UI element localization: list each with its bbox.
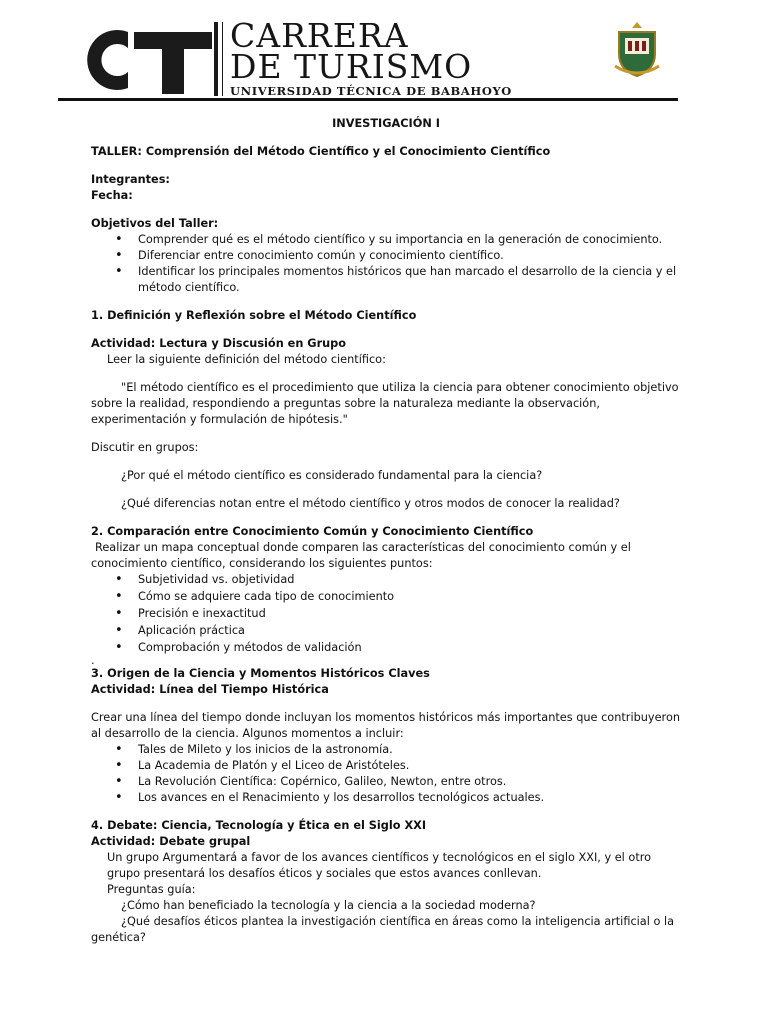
- objetivos-title: Objetivos del Taller:: [91, 217, 219, 230]
- list-item: • Los avances en el Renacimiento y los desarrollos tecnológicos actuales.: [91, 790, 681, 806]
- section1-question-2: ¿Qué diferencias notan entre el método científico y otros modos de conocer la realidad?: [121, 497, 620, 510]
- section2-dot: .: [91, 654, 95, 667]
- list-item: • Comprender qué es el método científico y su importancia en la generación de conocimiento.: [91, 232, 681, 248]
- section3-list: [91, 742, 681, 806]
- header-title-line2: DE TURISMO: [230, 47, 473, 86]
- section1-discuss: Discutir en grupos:: [91, 441, 199, 454]
- section3-intro: Crear una línea del tiempo donde incluyan los momentos históricos más importantes que contribuyeron al desarrollo de la ciencia. Algunos momentos a incluir:: [91, 711, 681, 740]
- section4-question-2: ¿Qué desafíos éticos plantea la investigación científica en áreas como la inteligencia artificial o la genética?: [91, 915, 675, 944]
- list-item: • Comprobación y métodos de validación: [91, 640, 681, 656]
- section3-title: 3. Origen de la Ciencia y Momentos Históricos Claves: [91, 667, 430, 680]
- section4-activity: Actividad: Debate grupal: [91, 835, 251, 848]
- ct-logo-text: CT: [68, 26, 70, 27]
- list-item: • Aplicación práctica: [91, 623, 681, 639]
- section4-question-1: ¿Cómo han beneficiado la tecnología y la ciencia a la sociedad moderna?: [121, 899, 536, 912]
- section1-question-1: ¿Por qué el método científico es considerado fundamental para la ciencia?: [121, 469, 543, 482]
- section4-guide: Preguntas guía:: [107, 883, 196, 896]
- section2-intro: Realizar un mapa conceptual donde comparen las características del conocimiento común y el conocimiento científico, considerando los siguientes puntos:: [91, 541, 631, 570]
- list-item: • Precisión e inexactitud: [91, 606, 681, 622]
- section2-list: [91, 572, 681, 656]
- list-item: • Cómo se adquiere cada tipo de conocimiento: [91, 589, 681, 605]
- section1-activity: Actividad: Lectura y Discusión en Grupo: [91, 337, 347, 350]
- list-item: • Subjetividad vs. objetividad: [91, 572, 681, 588]
- header-subtitle: UNIVERSIDAD TÉCNICA DE BABAHOYO: [230, 84, 512, 98]
- header-divider-thin: [222, 22, 223, 96]
- document-body: [91, 116, 681, 946]
- university-seal-icon: [611, 20, 663, 78]
- section4-intro: Un grupo Argumentará a favor de los avances científicos y tecnológicos en el siglo XXI, y el otro grupo presentará los desafíos éticos y sociales que estos avances conllevan.: [107, 851, 652, 880]
- section2-title: 2. Comparación entre Conocimiento Común y Conocimiento Científico: [91, 525, 534, 538]
- list-item: • La Academia de Platón y el Liceo de Aristóteles.: [91, 758, 681, 774]
- list-item: • Identificar los principales momentos históricos que han marcado el desarrollo de la ciencia y el método científico.: [91, 264, 681, 296]
- document-header: [60, 18, 680, 104]
- taller-title: TALLER: Comprensión del Método Científico y el Conocimiento Científico: [91, 145, 551, 158]
- section1-title: 1. Definición y Reflexión sobre el Método Científico: [91, 309, 417, 322]
- document-heading: INVESTIGACIÓN I: [332, 117, 440, 130]
- header-rule: [58, 98, 678, 101]
- fecha-label: Fecha:: [91, 189, 133, 202]
- list-item: • Diferenciar entre conocimiento común y conocimiento científico.: [91, 248, 681, 264]
- section1-quote: "El método científico es el procedimiento que utiliza la ciencia para obtener conocimiento objetivo sobre la realidad, respondiendo a preguntas sobre la naturaleza mediante la observación, experimentación y formulación de hipótesis.": [91, 381, 679, 426]
- header-title-line1: CARRERA: [230, 16, 409, 55]
- section1-intro: Leer la siguiente definición del método científico:: [107, 353, 386, 366]
- list-item: • La Revolución Científica: Copérnico, Galileo, Newton, entre otros.: [91, 774, 681, 790]
- objetivos-list: [91, 232, 681, 296]
- ct-logo: [68, 26, 214, 94]
- integrantes-label: Integrantes:: [91, 173, 170, 186]
- section4-title: 4. Debate: Ciencia, Tecnología y Ética en el Siglo XXI: [91, 819, 427, 832]
- list-item: • Tales de Mileto y los inicios de la astronomía.: [91, 742, 681, 758]
- section3-activity: Actividad: Línea del Tiempo Histórica: [91, 683, 329, 696]
- header-divider: [214, 22, 218, 96]
